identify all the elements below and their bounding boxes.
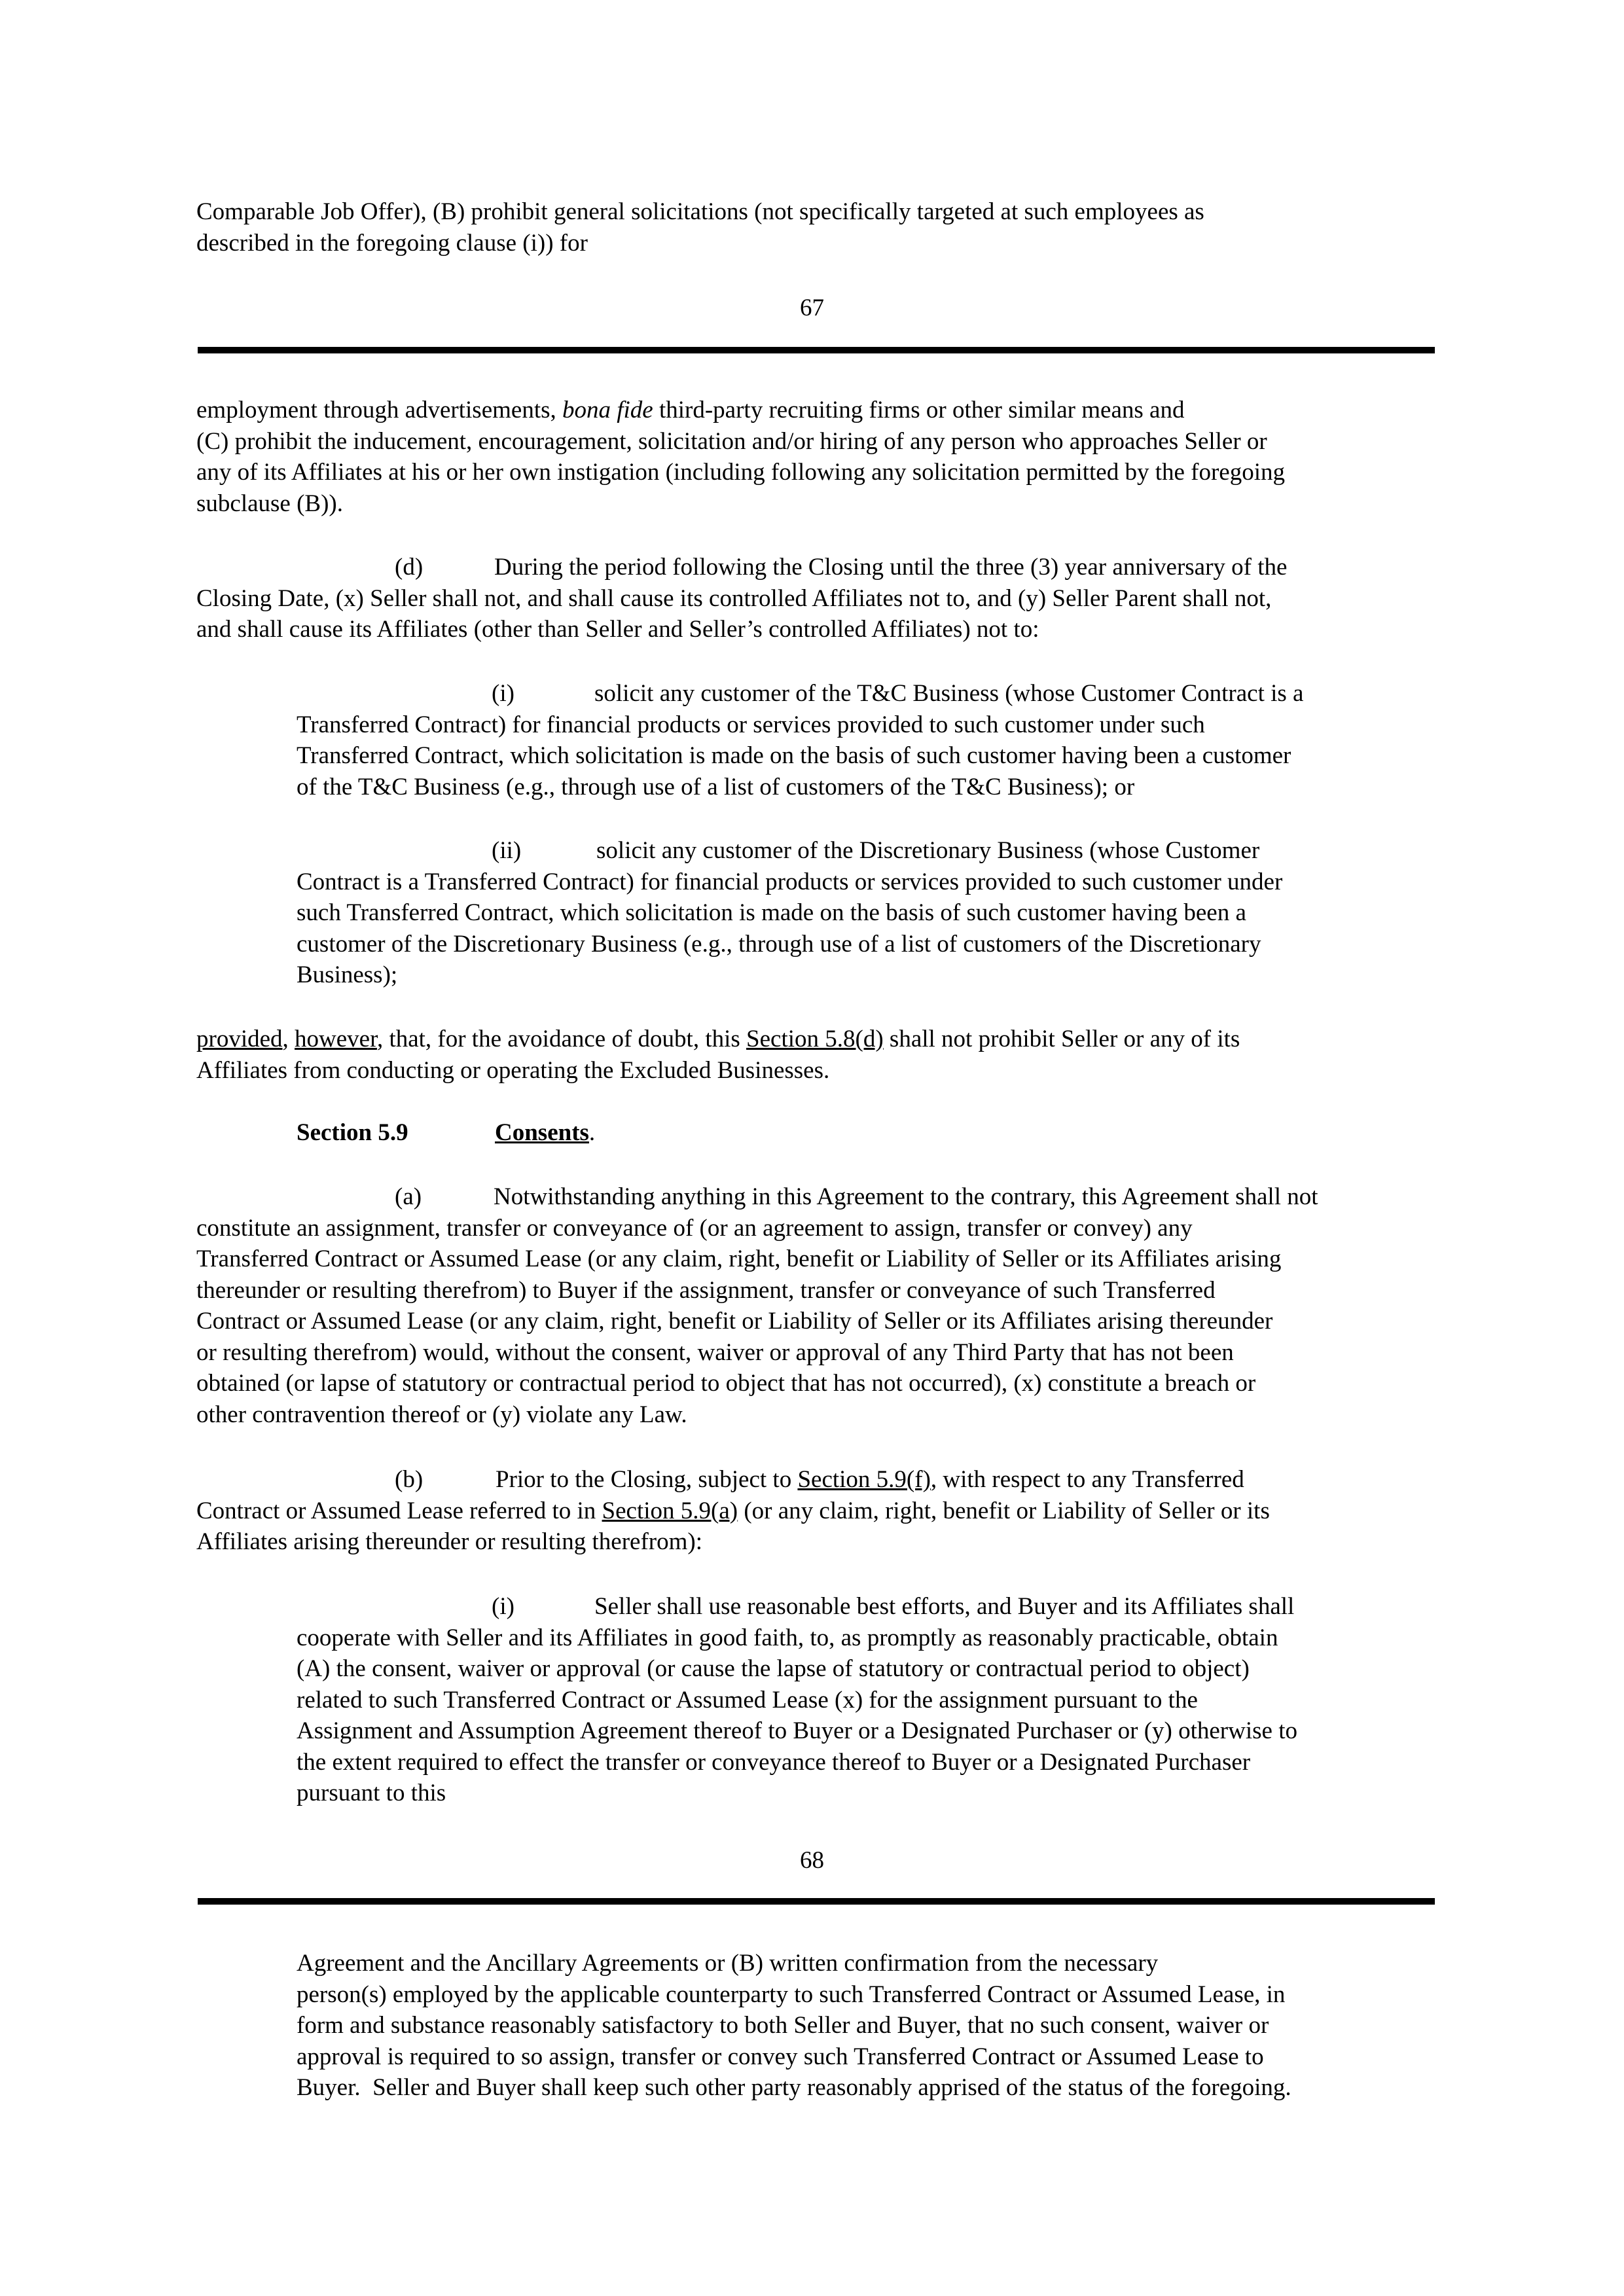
clause-d-ii-paragraph <box>297 835 1434 991</box>
text-line <box>196 1181 1434 1213</box>
clause-b-paragraph <box>196 1464 1434 1558</box>
text-line: Affiliates from conducting or operating the Excluded Businesses. <box>196 1056 830 1084</box>
text-run: solicit any customer of the Discretionary Business (whose Customer <box>596 837 1260 864</box>
text-line <box>196 1496 1434 1527</box>
text-run: (or any claim, right, benefit or Liability of Seller or its <box>738 1497 1270 1524</box>
text-line: or resulting therefrom) would, without the consent, waiver or approval of any Third Party that has not been <box>196 1338 1234 1366</box>
section-5-9-heading <box>196 1117 1434 1149</box>
text-run: , with respect to any Transferred <box>930 1466 1244 1493</box>
text-run: shall not prohibit Seller or any of its <box>883 1026 1240 1052</box>
clause-a-paragraph <box>196 1181 1434 1430</box>
clause-label: (i) <box>492 1593 514 1620</box>
heading-line <box>196 1117 1434 1149</box>
text-line <box>196 1024 1434 1055</box>
text-line: form and substance reasonably satisfactory to both Seller and Buyer, that no such consent, waiver or <box>297 2012 1269 2039</box>
text-line: any of its Affiliates at his or her own instigation (including following any solicitation permitted by the foregoing <box>196 459 1285 486</box>
text-line: approval is required to so assign, transfer or convey such Transferred Contract or Assumed Lease to <box>297 2043 1264 2070</box>
text-line <box>196 552 1434 583</box>
text-line <box>297 678 1434 709</box>
text-line <box>297 835 1434 867</box>
page-67-tail-paragraph <box>196 196 1434 259</box>
text-line: Buyer. Seller and Buyer shall keep such other party reasonably apprised of the status of the foregoing. <box>297 2074 1291 2101</box>
text-line: and shall cause its Affiliates (other than Seller and Seller’s controlled Affiliates) not to: <box>196 616 1039 643</box>
text-line <box>196 1464 1434 1496</box>
page-number-68: 68 <box>800 1847 824 1874</box>
clause-d-paragraph <box>196 552 1434 645</box>
text-run: Contract or Assumed Lease referred to in <box>196 1497 602 1524</box>
section-number: Section 5.9 <box>297 1119 408 1146</box>
page-divider <box>198 1898 1435 1905</box>
text-line <box>297 1591 1434 1623</box>
text-line: Affiliates arising thereunder or resulting therefrom): <box>196 1528 702 1555</box>
text-line: (C) prohibit the inducement, encouragement, solicitation and/or hiring of any person who approaches Seller or <box>196 427 1267 455</box>
section-title: Consents <box>495 1119 589 1146</box>
text-line: Agreement and the Ancillary Agreements or (B) written confirmation from the necessary <box>297 1950 1159 1977</box>
text-line: Transferred Contract or Assumed Lease (or any claim, right, benefit or Liability of Seller or its Affiliates arising <box>196 1246 1282 1272</box>
clause-label: (ii) <box>492 837 522 864</box>
page-divider <box>198 347 1435 353</box>
text-run: , <box>282 1026 295 1052</box>
text-line: other contravention thereof or (y) violate any Law. <box>196 1401 687 1428</box>
text-line: Contract is a Transferred Contract) for financial products or services provided to such customer under <box>297 868 1283 895</box>
text-run: Seller shall use reasonable best efforts, and Buyer and its Affiliates shall <box>594 1593 1295 1620</box>
text-run: third-party recruiting firms or other similar means and <box>653 397 1185 423</box>
clause-label: (b) <box>395 1466 424 1493</box>
heading-period: . <box>588 1119 596 1146</box>
text-line: constitute an assignment, transfer or conveyance of (or an agreement to assign, transfer or convey) any <box>196 1214 1193 1242</box>
provided-term: provided <box>196 1026 283 1052</box>
text-line: customer of the Discretionary Business (e.g., through use of a list of customers of the Discretionary <box>297 930 1261 958</box>
text-line: the extent required to effect the transfer or conveyance thereof to Buyer or a Designated Purchaser <box>297 1748 1251 1776</box>
text-line: subclause (B)). <box>196 490 343 517</box>
text-line: pursuant to this <box>297 1780 446 1806</box>
employment-paragraph <box>196 395 1434 519</box>
text-line: related to such Transferred Contract or Assumed Lease (x) for the assignment pursuant to the <box>297 1686 1198 1713</box>
text-line: Closing Date, (x) Seller shall not, and shall cause its controlled Affiliates not to, and (y) Seller Parent shall not, <box>196 584 1272 612</box>
text-line: Business); <box>297 961 398 988</box>
text-line: Contract or Assumed Lease (or any claim, right, benefit or Liability of Seller or its Affiliates arising thereunder <box>196 1308 1273 1335</box>
page-69-continuation-paragraph <box>297 1948 1434 2104</box>
text-run: During the period following the Closing until the three (3) year anniversary of the <box>494 554 1288 581</box>
text-line: Transferred Contract, which solicitation is made on the basis of such customer having been a customer <box>297 742 1291 769</box>
clause-b-i-paragraph <box>297 1591 1434 1809</box>
text-line: person(s) employed by the applicable counterparty to such Transferred Contract or Assumed Lease, in <box>297 1981 1286 2008</box>
text-line: Comparable Job Offer), (B) prohibit general solicitations (not specifically targeted at such employees as <box>196 198 1204 225</box>
section-reference: Section 5.9(a) <box>602 1497 738 1524</box>
proviso-paragraph <box>196 1024 1434 1086</box>
text-line: (A) the consent, waiver or approval (or cause the lapse of statutory or contractual period to object) <box>297 1655 1250 1682</box>
text-line: Assignment and Assumption Agreement thereof to Buyer or a Designated Purchaser or (y) otherwise to <box>297 1717 1297 1744</box>
text-line: obtained (or lapse of statutory or contractual period to object that has not occurred), (x) constitute a breach or <box>196 1370 1256 1397</box>
text-run: solicit any customer of the T&C Business (whose Customer Contract is a <box>594 680 1304 707</box>
italic-term: bona fide <box>562 397 653 423</box>
text-line: thereunder or resulting therefrom) to Buyer if the assignment, transfer or conveyance of such Transferred <box>196 1276 1216 1304</box>
section-reference: Section 5.9(f) <box>797 1466 931 1493</box>
text-line <box>196 395 1434 426</box>
text-line: cooperate with Seller and its Affiliates in good faith, to, as promptly as reasonably practicable, obtain <box>297 1624 1278 1651</box>
clause-label: (i) <box>492 680 514 707</box>
clause-label: (a) <box>395 1183 422 1210</box>
text-line: such Transferred Contract, which solicitation is made on the basis of such customer having been a <box>297 899 1246 926</box>
section-reference: Section 5.8(d) <box>746 1026 884 1052</box>
text-run: Prior to the Closing, subject to <box>496 1466 798 1493</box>
clause-label: (d) <box>395 554 424 581</box>
text-run: Notwithstanding anything in this Agreement to the contrary, this Agreement shall not <box>494 1183 1318 1210</box>
text-run: employment through advertisements, <box>196 397 562 423</box>
however-term: however <box>295 1026 377 1052</box>
text-line: described in the foregoing clause (i)) for <box>196 229 588 257</box>
page-number-67: 67 <box>800 295 824 321</box>
text-run: , that, for the avoidance of doubt, this <box>376 1026 747 1052</box>
text-line: of the T&C Business (e.g., through use of a list of customers of the T&C Business); or <box>297 773 1135 800</box>
clause-d-i-paragraph <box>297 678 1434 802</box>
text-line: Transferred Contract) for financial products or services provided to such customer under such <box>297 711 1205 738</box>
